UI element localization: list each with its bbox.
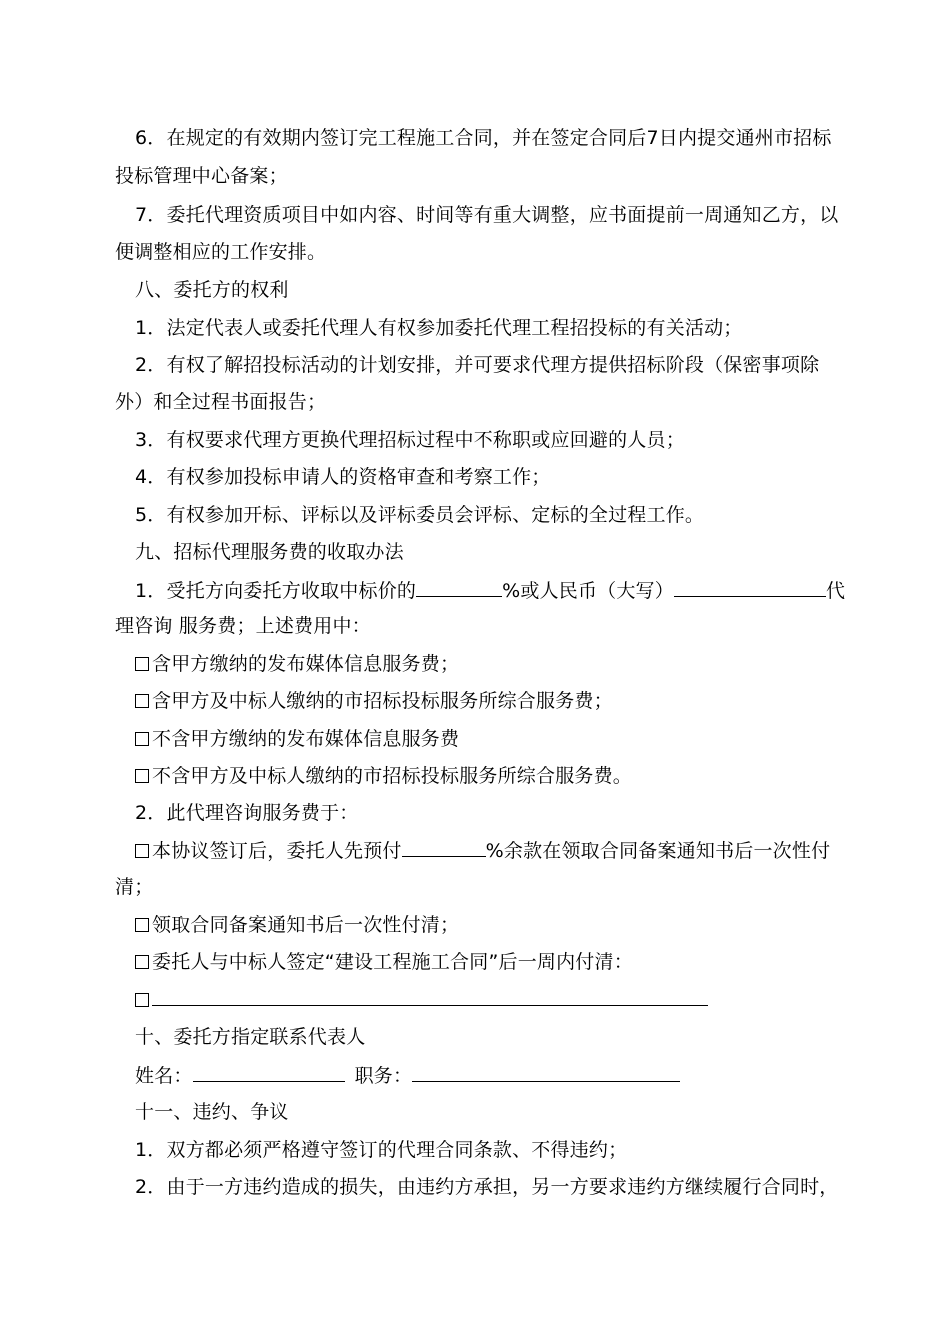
right-2-line2: 外）和全过程书面报告；	[115, 391, 327, 413]
payment-option-3	[135, 950, 633, 974]
name-blank[interactable]	[193, 1063, 345, 1082]
fee-option-2-label: 含甲方及中标人缴纳的市招标投标服务所综合服务费；	[152, 690, 613, 712]
fee-option-1	[135, 652, 459, 676]
section-10-heading: 十、委托方指定联系代表人	[135, 1026, 366, 1048]
name-label: 姓名：	[135, 1065, 193, 1087]
payment-other-blank[interactable]	[152, 987, 708, 1006]
fee-1-text-mid: %或人民币（大写）	[502, 580, 674, 602]
fee-rmb-blank[interactable]	[674, 578, 826, 597]
prepay-percent-blank[interactable]	[402, 838, 486, 857]
breach-2: 2．由于一方违约造成的损失，由违约方承担，另一方要求违约方继续履行合同时，	[135, 1176, 839, 1198]
right-4: 4．有权参加投标申请人的资格审查和考察工作；	[135, 466, 551, 488]
section-11-heading: 十一、违约、争议	[135, 1101, 289, 1123]
duty-blank[interactable]	[412, 1063, 680, 1082]
fee-1-line2: 理咨询 服务费；上述费用中：	[115, 615, 371, 637]
checkbox-icon[interactable]	[135, 732, 149, 746]
fee-option-4-label: 不含甲方及中标人缴纳的市招标投标服务所综合服务费。	[152, 765, 633, 787]
checkbox-icon[interactable]	[135, 955, 149, 969]
payment-option-4	[135, 987, 708, 1012]
clause-7-line2: 便调整相应的工作安排。	[115, 241, 327, 263]
right-3: 3．有权要求代理方更换代理招标过程中不称职或应回避的人员；	[135, 429, 685, 451]
checkbox-icon[interactable]	[135, 657, 149, 671]
right-1: 1．法定代表人或委托代理人有权参加委托代理工程招投标的有关活动；	[135, 317, 743, 339]
fee-option-2	[135, 689, 613, 713]
payment-option-1-text-end: %余款在领取合同备案通知书后一次性付	[485, 840, 831, 862]
fee-option-1-label: 含甲方缴纳的发布媒体信息服务费；	[152, 653, 460, 675]
fee-option-3	[135, 727, 459, 751]
fee-option-4	[135, 764, 632, 788]
payment-option-2	[135, 913, 459, 937]
right-2-line1: 2．有权了解招投标活动的计划安排，并可要求代理方提供招标阶段（保密事项除	[135, 354, 820, 376]
section-8-heading: 八、委托方的权利	[135, 279, 289, 301]
checkbox-icon[interactable]	[135, 694, 149, 708]
payment-option-1-line1	[135, 838, 830, 863]
payment-option-3-label: 委托人与中标人签定“建设工程施工合同”后一周内付清：	[152, 951, 633, 973]
right-5: 5．有权参加开标、评标以及评标委员会评标、定标的全过程工作。	[135, 504, 705, 526]
fee-1-text-start: 1．受托方向委托方收取中标价的	[135, 580, 417, 602]
checkbox-icon[interactable]	[135, 844, 149, 858]
duty-label: 职务：	[354, 1065, 413, 1087]
payment-option-2-label: 领取合同备案通知书后一次性付清；	[152, 914, 460, 936]
fee-1-text-end: 代	[825, 580, 846, 602]
checkbox-icon[interactable]	[135, 918, 149, 932]
clause-6-line1: 6．在规定的有效期内签订完工程施工合同，并在签定合同后7日内提交通州市招标	[135, 127, 832, 149]
checkbox-icon[interactable]	[135, 769, 149, 783]
clause-7-line1: 7．委托代理资质项目中如内容、时间等有重大调整，应书面提前一周通知乙方，以	[135, 204, 839, 226]
checkbox-icon[interactable]	[135, 993, 149, 1007]
fee-1-line1	[135, 578, 845, 603]
fee-option-3-label: 不含甲方缴纳的发布媒体信息服务费	[152, 728, 460, 750]
payment-option-1-line2: 清；	[115, 876, 154, 898]
contact-line	[135, 1063, 680, 1088]
section-9-heading: 九、招标代理服务费的收取办法	[135, 541, 404, 563]
fee-2-heading: 2．此代理咨询服务费于：	[135, 802, 359, 824]
payment-option-1-text-start: 本协议签订后，委托人先预付	[152, 840, 402, 862]
clause-6-line2: 投标管理中心备案；	[115, 165, 288, 187]
breach-1: 1．双方都必须严格遵守签订的代理合同条款、不得违约；	[135, 1139, 628, 1161]
fee-percent-blank[interactable]	[416, 578, 502, 597]
